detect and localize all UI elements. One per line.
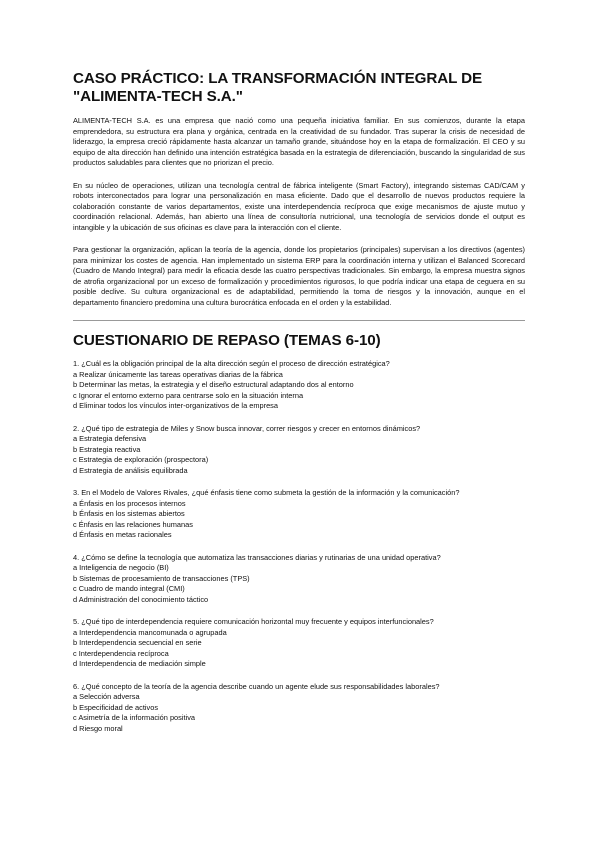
- answer-option-b: b Determinar las metas, la estrategia y el diseño estructural adaptando dos al entorno: [73, 380, 354, 389]
- answer-option-c: c Asimetría de la información positiva: [73, 713, 195, 722]
- answer-option-c: c Cuadro de mando integral (CMI): [73, 584, 185, 593]
- question-stem: 2. ¿Qué tipo de estrategia de Miles y Snow busca innovar, correr riesgos y crecer en entornos dinámicos?: [73, 423, 421, 433]
- answer-option-b: b Especificidad de activos: [73, 702, 159, 712]
- answer-option-a: a Selección adversa: [73, 692, 140, 701]
- question-stem: 3. En el Modelo de Valores Rivales, ¿qué énfasis tiene como submeta la gestión de la información y la comunicación?: [73, 488, 460, 497]
- answer-option-d: d Riesgo moral: [73, 723, 123, 733]
- answer-option-b: b Énfasis en los sistemas abiertos: [73, 509, 185, 518]
- answer-option-a: a Interdependencia mancomunada o agrupada: [73, 627, 227, 637]
- question-stem: 1. ¿Cuál es la obligación principal de la alta dirección según el proceso de dirección estratégica?: [73, 359, 390, 368]
- answer-option-c: c Ignorar el entorno externo para centrarse solo en la situación interna: [73, 390, 304, 400]
- answer-option-a: a Realizar únicamente las tareas operativas diarias de la fábrica: [73, 369, 283, 379]
- question-block-2: [73, 424, 525, 477]
- section-divider: [73, 320, 525, 321]
- answer-option-d: d Énfasis en metas racionales: [73, 530, 172, 539]
- question-stem: 5. ¿Qué tipo de interdependencia requiere comunicación horizontal muy frecuente y equipos interfuncionales?: [73, 617, 434, 626]
- question-block-6: [73, 682, 525, 735]
- question-stem: 6. ¿Qué concepto de la teoría de la agencia describe cuando un agente elude sus responsabilidades laborales?: [73, 681, 440, 691]
- question-block-1: [73, 359, 525, 412]
- answer-option-b: b Sistemas de procesamiento de transacciones (TPS): [73, 573, 250, 583]
- quiz-title: CUESTIONARIO DE REPASO (TEMAS 6-10): [73, 332, 381, 349]
- question-block-4: [73, 553, 525, 606]
- answer-option-b: b Interdependencia secuencial en serie: [73, 638, 202, 647]
- question-stem: 4. ¿Cómo se define la tecnología que automatiza las transacciones diarias y rutinarias de una unidad operativa?: [73, 552, 441, 562]
- answer-option-c: c Estrategia de exploración (prospectora): [73, 455, 209, 464]
- answer-option-d: d Estrategia de análisis equilibrada: [73, 465, 188, 475]
- case-title: CASO PRÁCTICO: LA TRANSFORMACIÓN INTEGRAL DE "ALIMENTA-TECH S.A.": [73, 70, 483, 105]
- answer-option-a: a Inteligencia de negocio (BI): [73, 563, 169, 572]
- question-block-5: [73, 617, 525, 670]
- answer-option-d: d Administración del conocimiento táctico: [73, 594, 209, 604]
- answer-option-a: a Énfasis en los procesos internos: [73, 498, 186, 508]
- case-paragraph-2: En su núcleo de operaciones, utilizan una tecnología central de fábrica inteligente (Smart Factory), integrando sistemas CAD/CAM y robots interconectados para lograr una personalización en masa eficiente. Dado que el desarrollo de nuevos productos requiere la colaboración constante de varios departamentos, existe una interdependencia recíproca que exige mecanismos de ajuste mutuo y coordinación relacional. Además, han abierto una línea de consultoría nutricional, una tecnología de servicios donde el output es intangible y la ubicación de sus oficinas es clave para la interacción con el cliente.: [73, 180, 525, 232]
- answer-option-c: c Énfasis en las relaciones humanas: [73, 519, 193, 529]
- answer-option-d: d Interdependencia de mediación simple: [73, 659, 206, 668]
- answer-option-b: b Estrategia reactiva: [73, 444, 141, 454]
- answer-option-a: a Estrategia defensiva: [73, 434, 147, 443]
- answer-option-c: c Interdependencia recíproca: [73, 648, 169, 658]
- document-page: [73, 70, 525, 746]
- case-paragraph-3: Para gestionar la organización, aplican la teoría de la agencia, donde los propietarios (principales) supervisan a los directivos (agentes) para minimizar los costes de agencia. Han implementado un sistema ERP para la coordinación interna y utilizan el Balanced Scorecard (Cuadro de Mando Integral) para medir la eficacia desde las cuatro perspectivas tradicionales. Sin embargo, la empresa muestra signos de atrofia organizacional por un exceso de formalización y procedimientos rigurosos, lo que podría indicar una etapa de ceguera en su posible declive. Su cultura organizacional es de adaptabilidad, permitiendo la toma de riesgos y la innovación, aunque en el departamento financiero predomina una cultura burocrática enfocada en el orden y la estabilidad.: [73, 245, 525, 307]
- case-paragraph-1: ALIMENTA-TECH S.A. es una empresa que nació como una pequeña iniciativa familiar. En sus comienzos, durante la etapa emprendedora, su estructura era plana y orgánica, centrada en la creatividad de su fundador. Tras superar la crisis de necesidad de liderazgo, la empresa creció rápidamente hasta alcanzar un tamaño grande, situándose hoy en la etapa de formalización. El CEO y su equipo de alta dirección han definido una intención estratégica basada en la estrategia de diferenciación, buscando la singularidad de sus productos saludables para clientes que no priorizan el precio.: [73, 116, 525, 167]
- question-block-3: [73, 488, 525, 541]
- answer-option-d: d Eliminar todos los vínculos inter-organizativos de la empresa: [73, 401, 278, 410]
